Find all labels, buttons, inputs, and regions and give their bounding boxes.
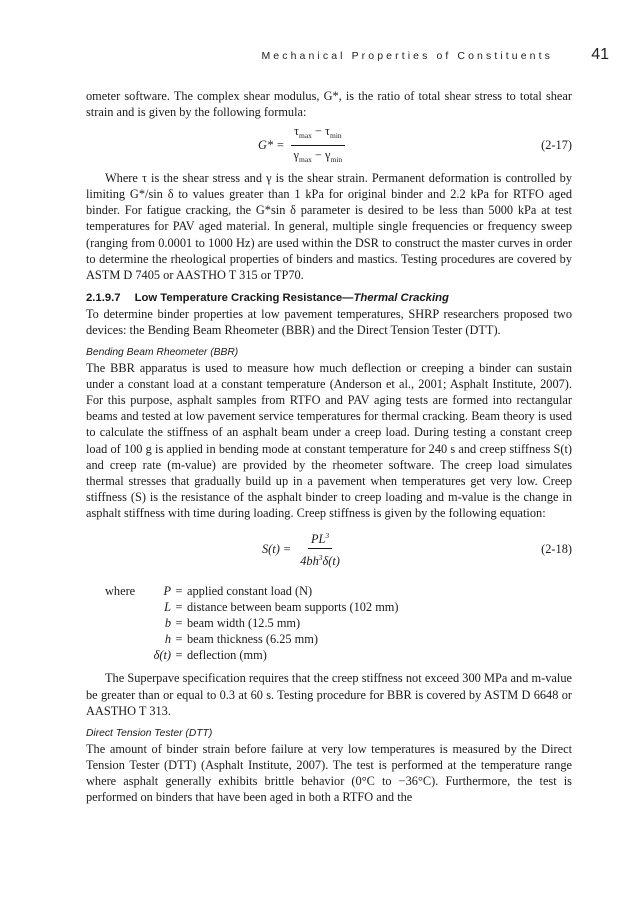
section-title: Low Temperature Cracking Resistance— <box>134 291 354 304</box>
variable-definition: beam thickness (6.25 mm) <box>187 632 318 647</box>
equation-number: (2-18) <box>541 541 572 556</box>
variable-definition: beam width (12.5 mm) <box>187 616 301 631</box>
equation-2-18 <box>86 525 572 573</box>
variable-definition: deflection (mm) <box>187 648 267 663</box>
variable-symbol: P <box>163 583 171 598</box>
section-heading <box>86 290 572 306</box>
page-body <box>86 88 572 805</box>
equation-fraction <box>291 124 346 167</box>
page-header <box>0 46 621 66</box>
paragraph: The BBR apparatus is used to measure how much deflection or creeping a binder can sustain under a constant load at a constant temperature (Anderson et al., 2001; Asphalt Institute, 2007). For this purpose, asphalt samples from RTFO and PAV aging tests are formed into rectangular beams and tested at low pavement service temperatures for thermal cracking. Beam theory is used to calculate the stiffness of an asphalt beam under a creep load. During testing a constant creep load of 100 g is applied in bending mode at constant temperature for 240 s and creep stiffness S(t) and creep rate (m-value) are provided by the rheometer software. The creep load simulates thermal stresses that gradually build up in a pavement when temperatures get very low. Creep stiffness (S) is the resistance of the asphalt binder to creep loading and m-value is the change in asphalt stiffness with time during loading. Creep stiffness is given by the following equation: <box>86 361 572 520</box>
paragraph: ometer software. The complex shear modulus, G*, is the ratio of total shear stress to total shear strain and is given by the following formula: <box>86 89 572 120</box>
paragraph: The amount of binder strain before failure at very low temperatures is measured by the Direct Tension Tester (DTT) (Asphalt Institute, 2007). The test is performed at the temperature range where asphalt generally exhibits brittle behavior (0°C to −36°C). Furthermore, the test is performed on binders that have been aged in both a RTFO and the <box>86 741 572 804</box>
where-label: where <box>105 583 136 598</box>
fraction-numerator: $PL^3$ <box>308 529 332 549</box>
equation-lhs: G* = <box>258 138 285 153</box>
equation-2-17 <box>86 123 572 167</box>
page-number: 41 <box>591 46 609 63</box>
definition-row: h = beam thickness (6.25 mm) <box>86 631 572 647</box>
equation-fraction <box>297 529 343 568</box>
subheading-bbr: Bending Beam Rheometer (BBR) <box>86 347 239 359</box>
variable-symbol: L <box>164 600 171 615</box>
variable-symbol: b <box>164 616 171 631</box>
variable-definition: distance between beam supports (102 mm) <box>187 600 399 615</box>
variable-definitions <box>86 583 572 663</box>
equation-number: (2-17) <box>541 138 572 153</box>
paragraph: To determine binder properties at low pavement temperatures, SHRP researchers proposed two devices: the Bending Beam Rheometer (BBR) and the Direct Tension Tester (DTT). <box>86 306 572 337</box>
paragraph: Where τ is the shear stress and γ is the shear strain. Permanent deformation is controlled by limiting G*/sin δ to values greater than 1 kPa for original binder and 2.2 kPa for RTFO aged binder. For fatigue cracking, the G*sin δ parameter is desired to be less than 5000 kPa at test temperatures for PAV aged material. In general, multiple single frequencies or frequency sweep (ranging from 0.0001 to 1000 Hz) are used within the DSR to construct the master curves in order to determine the rheological properties of binders and mastics. Testing procedures are covered by ASTM D 7405 or AASTHO T 315 or TP70. <box>86 171 572 282</box>
section-title-italic: Thermal Cracking <box>353 291 449 304</box>
fraction-denominator: $\gamma_{max} - \gamma_{min}$ <box>293 147 343 164</box>
variable-symbol: δ(t) <box>153 648 171 663</box>
variable-symbol: h <box>164 632 171 647</box>
definition-row: where P = applied constant load (N) <box>86 583 572 599</box>
subheading-dtt: Direct Tension Tester (DTT) <box>86 727 213 739</box>
definition-row: L = distance between beam supports (102 mm) <box>86 599 572 615</box>
fraction-denominator: $4bh^3\delta(t)$ <box>300 553 340 569</box>
running-head: Mechanical Properties of Constituents <box>261 50 553 62</box>
definition-row: b = beam width (12.5 mm) <box>86 615 572 631</box>
definition-row: δ(t) = deflection (mm) <box>86 647 572 663</box>
paragraph: The Superpave specification requires that the creep stiffness not exceed 300 MPa and m-value be greater than or equal to 0.3 at 60 s. Testing procedure for BBR is covered by ASTM D 6648 or AASTHO T 313. <box>86 671 572 718</box>
section-number: 2.1.9.7 <box>86 291 121 304</box>
equation-lhs: S(t) = <box>262 541 292 556</box>
variable-definition: applied constant load (N) <box>187 583 313 598</box>
fraction-numerator: $\tau_{max} - \tau_{min}$ <box>291 124 345 146</box>
